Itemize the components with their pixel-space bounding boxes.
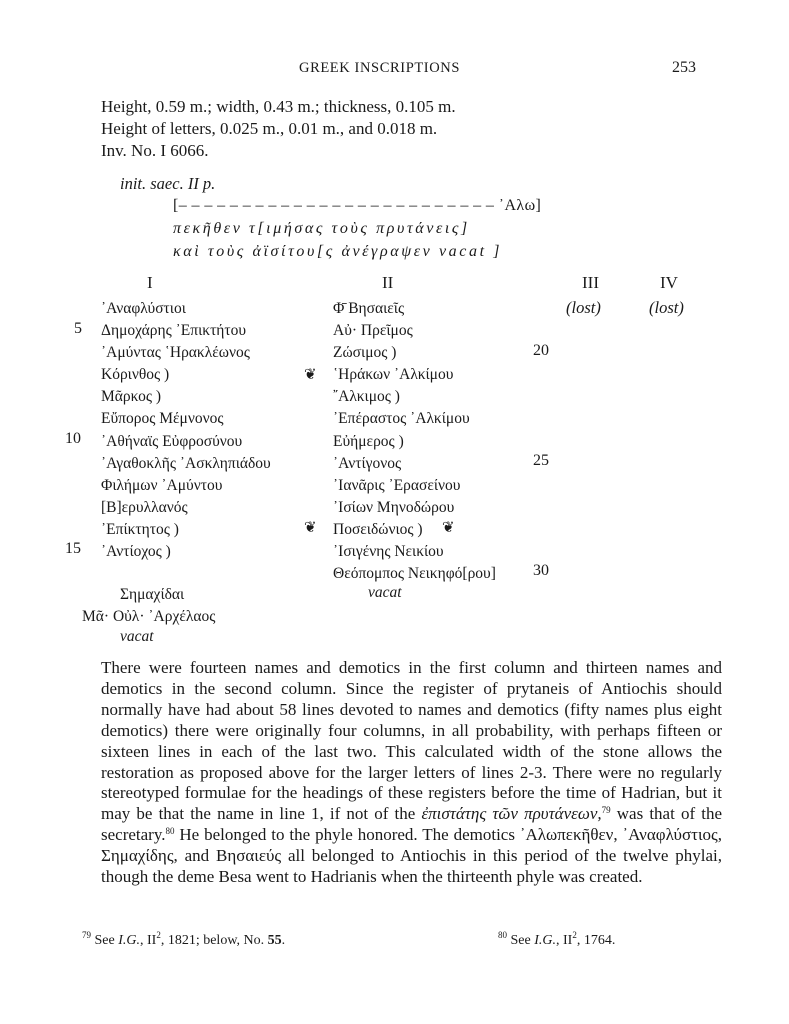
- inscription-name: ῾Ηράκων ᾽Αλκίμου: [333, 366, 454, 384]
- leaf-icon: ❦: [442, 520, 455, 536]
- inscription-name: ᾽Επίκτητος ): [101, 520, 179, 538]
- inscription-name: ᾽Αμύντας ῾Ηρακλέωνος: [101, 344, 250, 362]
- measurement-line: Height of letters, 0.025 m., 0.01 m., and 0.018 m.: [101, 119, 438, 138]
- line-number: 20: [533, 342, 549, 359]
- inscription-name: Εὔπορος Μέμνονος: [101, 410, 224, 428]
- column-i-name: Μᾶ· Οὐλ· ᾽Αρχέλαος: [82, 608, 216, 625]
- inscription-line-3: καὶ τοὺς ἀϊσίτου[ς ἀνέγραψεν vacat ]: [173, 243, 503, 260]
- footnote-number-bold: 55: [267, 933, 282, 948]
- line-number: 10: [65, 430, 81, 447]
- line-number: 15: [65, 540, 81, 557]
- inscription-name: ᾽Αναφλύστιοι: [101, 300, 186, 317]
- footnote-ref: 79: [601, 805, 611, 816]
- footnote-superscript: 2: [156, 930, 161, 940]
- footnote-79: [82, 930, 286, 949]
- column-iv-lost: (lost): [649, 298, 684, 317]
- inscription-name: ᾽Αντίγονος: [333, 454, 402, 472]
- measurements-block: [101, 96, 456, 162]
- inscription-name: ᾽Αντίοχος ): [101, 543, 171, 561]
- column-i-vacat: vacat: [120, 628, 154, 645]
- inscription-name: ᾽Ισιγένης Νεικίου: [333, 543, 444, 561]
- column-header-i: I: [147, 273, 153, 292]
- footnote-text: See: [510, 933, 531, 948]
- footnote-text: , II: [556, 933, 573, 948]
- inscription-name: [Β]ερυλλανός: [101, 498, 188, 516]
- inscription-name: Ζώσιμος ): [333, 344, 397, 362]
- inscription-name: Ποσειδώνιος ): [333, 520, 423, 538]
- inscription-name: Θεόπομπος Νεικηφό[ρου]: [333, 565, 496, 583]
- inscription-name: Μᾶρκος ): [101, 388, 162, 406]
- page-number: 253: [672, 59, 696, 76]
- inscription-name: Κόρινθος ): [101, 366, 170, 384]
- inscription-name: ᾽Επέραστος ᾽Αλκίμου: [333, 410, 470, 428]
- footnote-text: .: [281, 933, 286, 948]
- column-ii-vacat: vacat: [368, 584, 402, 601]
- inscription-name: Φ̄ Βησαιεῖς: [333, 300, 405, 317]
- line-number: 30: [533, 562, 549, 579]
- column-iii-lost: (lost): [566, 298, 601, 317]
- footnote-text: , 1821; below, No.: [160, 933, 265, 948]
- greek-phrase: ἐπιστάτης τῶν πρυτάνεων,: [421, 804, 602, 824]
- footnote-text: , 1764.: [576, 933, 616, 948]
- commentary-text: was that of the secretary.: [101, 804, 723, 845]
- inscription-name: ᾽Ισίων Μηνοδώρου: [333, 498, 455, 516]
- footnote-text: , II: [140, 933, 157, 948]
- footnote-80: [498, 930, 616, 949]
- inscription-name: ᾽Ιανᾶρις ᾽Ερασείνου: [333, 476, 461, 494]
- measurement-line: Height, 0.59 m.; width, 0.43 m.; thickness, 0.105 m.: [101, 97, 456, 116]
- column-header-iii: III: [582, 273, 599, 292]
- footnote-citation: I.G.: [534, 933, 556, 948]
- column-i: [101, 298, 271, 563]
- running-header-title: GREEK INSCRIPTIONS: [299, 60, 461, 76]
- inscription-name: ᾽Αθήναϊς Εὐφροσύνου: [101, 432, 243, 450]
- inscription-name: Εὐήμερος ): [333, 432, 404, 450]
- inscription-name: Αὐ· Πρεῖμος: [333, 322, 413, 340]
- inscription-name: ᾽Αγαθοκλῆς ᾽Ασκληπιάδου: [101, 454, 271, 472]
- commentary-paragraph: [101, 658, 722, 888]
- footnote-text: See: [94, 933, 115, 948]
- inscription-line-1: [– – – – – – – – – – – – – – – – – – – – – – – – – ᾽Αλω]: [173, 197, 542, 214]
- line-number: 25: [533, 452, 549, 469]
- inscription-name: Δημοχάρης ᾽Επικτήτου: [101, 322, 247, 340]
- leaf-icon: ❦: [304, 520, 317, 536]
- leaf-icon: ❦: [304, 367, 317, 383]
- column-header-iv: IV: [660, 273, 678, 292]
- inscription-line-2: πεκῆθεν τ[ιμήσας τοὺς πρυτάνεις]: [173, 220, 470, 237]
- column-i-deme-heading: Σημαχίδαι: [120, 586, 185, 603]
- footnote-number: 79: [82, 930, 91, 940]
- date-label: init. saec. II p.: [120, 174, 216, 193]
- line-number: 5: [74, 320, 82, 337]
- measurement-line: Inv. No. I 6066.: [101, 141, 209, 160]
- inscription-name: Φιλήμων ᾽Αμύντου: [101, 476, 223, 494]
- footnote-number: 80: [498, 930, 507, 940]
- footnote-ref: 80: [165, 826, 175, 837]
- commentary-text: There were fourteen names and demotics in the first column and thirteen names and demotics in the second column. Since the register of prytaneis of Antiochis should normally have had about 58 lines devoted to names and demotics (fifty names plus eight demotics) there were originally four columns, in all probability, with perhaps fifteen or sixteen lines in each of the last two. This calculated width of the stone allows the restoration as proposed above for the larger letters of lines 2-3. There were no regularly stereotyped formulae for the headings of these registers before the time of Hadrian, but it may be that the name in line 1, if not of the: [101, 658, 722, 824]
- column-header-ii: II: [382, 273, 394, 292]
- commentary-text: He belonged to the phyle honored. The demotics ᾽Αλωπεκῆθεν, ᾽Αναφλύστιος, Σημαχίδης, and Βησαιεύς all belonged to Antiochis in this period of the twelve phylai, though the deme Besa went to Hadrianis when the thirteenth phyle was created.: [101, 825, 722, 887]
- footnote-superscript: 2: [572, 930, 577, 940]
- footnote-citation: I.G.: [118, 933, 140, 948]
- column-ii: [333, 298, 496, 585]
- inscription-name: ῎Αλκιμος ): [333, 388, 400, 406]
